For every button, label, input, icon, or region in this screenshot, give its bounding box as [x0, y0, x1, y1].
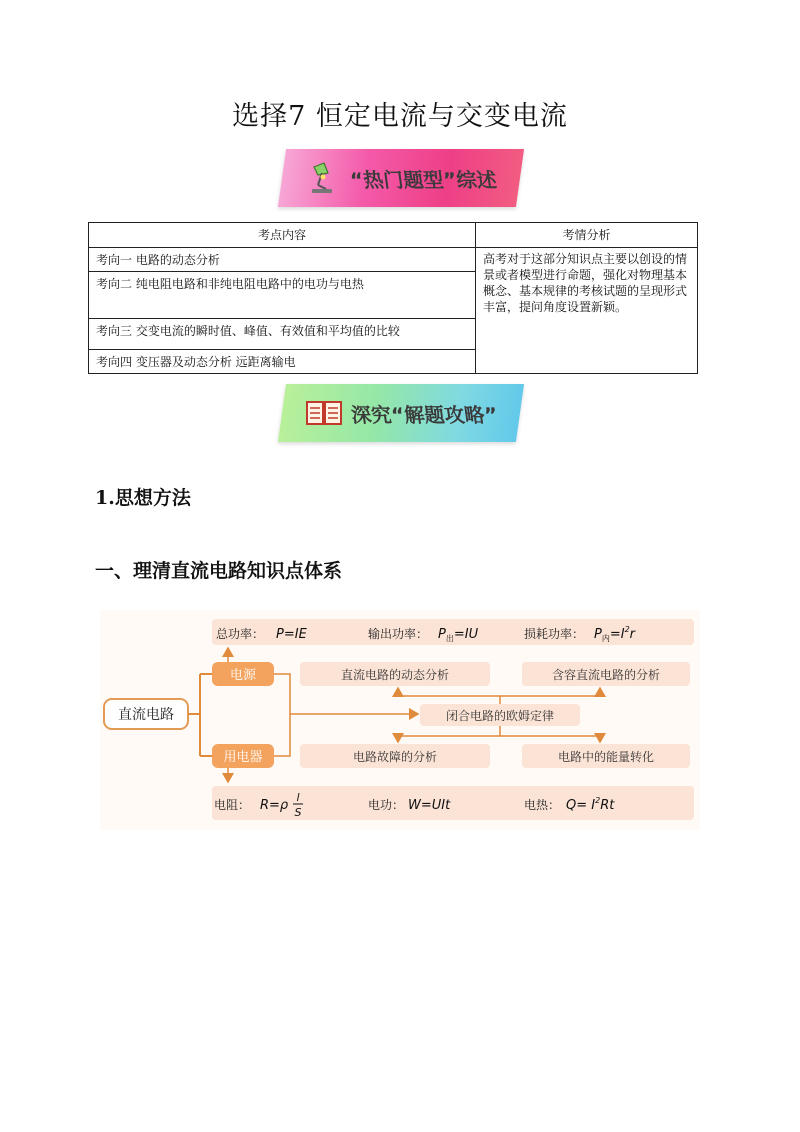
capacitor-circuit-label: 含容直流电路的分析: [551, 668, 661, 682]
dc-circuit-knowledge-diagram: [100, 610, 700, 830]
total-power-formula: P=IE: [276, 627, 307, 642]
fault-analysis-label: 电路故障的分析: [352, 750, 438, 764]
desk-lamp-icon: [306, 161, 340, 195]
output-power-p: P: [438, 627, 446, 642]
heat-formula: Q= I: [566, 798, 596, 813]
output-power-rest: =IU: [453, 627, 479, 642]
svg-text:Q= I2Rt: [566, 796, 615, 813]
svg-text:P出=IU: [438, 627, 479, 643]
resistance-formula: R=ρ: [260, 798, 289, 813]
table-header-analysis: 考情分析: [476, 223, 698, 248]
heat-sup: 2: [595, 796, 601, 805]
root-node-label: 直流电路: [118, 707, 174, 723]
page-title: 选择7 恒定电流与交变电流: [232, 101, 568, 132]
banner-bottom-text: 深究“解题攻略”: [349, 402, 500, 427]
ohm-law-label: 闭合电路的欧姆定律: [445, 709, 555, 723]
resistance-numerator: l: [296, 791, 300, 804]
section-heading-methods: 1.思想方法: [95, 487, 191, 509]
loss-power-end: r: [629, 627, 636, 642]
loss-power-p: P: [594, 627, 602, 642]
loss-power-rest: =I: [609, 627, 625, 642]
loss-power-label: 损耗功率：: [524, 627, 585, 641]
table-row: 考向三 交变电流的瞬时值、峰值、有效值和平均值的比较: [89, 319, 476, 350]
work-label: 电功：: [368, 798, 405, 812]
source-node-label: 电源: [229, 668, 257, 683]
energy-conversion-label: 电路中的能量转化: [557, 750, 655, 764]
loss-power-sub: 内: [601, 634, 610, 643]
banner-solving-strategy: [278, 384, 524, 442]
banner-top-text: “热门题型”综述: [348, 167, 499, 192]
topic-table: [88, 222, 698, 374]
open-book-icon: [305, 398, 343, 428]
appliance-node-label: 用电器: [223, 750, 263, 765]
banner-hot-topics: [278, 149, 524, 207]
resistance-denominator: S: [294, 806, 302, 819]
total-power-label: 总功率：: [216, 627, 265, 641]
resistance-label: 电阻：: [214, 798, 251, 812]
table-row: 考向二 纯电阻电路和非纯电阻电路中的电功与电热: [89, 272, 476, 319]
table-row: 考向一 电路的动态分析: [89, 248, 476, 272]
output-power-sub: 出: [445, 634, 454, 643]
loss-power-sup: 2: [624, 625, 630, 634]
table-row: 考向四 变压器及动态分析 远距离输电: [89, 350, 476, 374]
dynamic-analysis-label: 直流电路的动态分析: [340, 668, 450, 682]
heat-label: 电热：: [524, 798, 561, 812]
section-heading-dc-circuit: 一、理清直流电路知识点体系: [95, 560, 343, 582]
table-analysis-cell: 高考对于这部分知识点主要以创设的情景或者模型进行命题，强化对物理基本概念、基本规律的考核试题的呈现形式丰富，提问角度设置新颖。: [476, 248, 698, 374]
heat-formula-end: Rt: [600, 798, 615, 813]
svg-text:P内=I2r: [594, 625, 637, 643]
work-formula: W=UIt: [408, 798, 451, 813]
output-power-label: 输出功率：: [368, 627, 429, 641]
table-header-content: 考点内容: [89, 223, 476, 248]
